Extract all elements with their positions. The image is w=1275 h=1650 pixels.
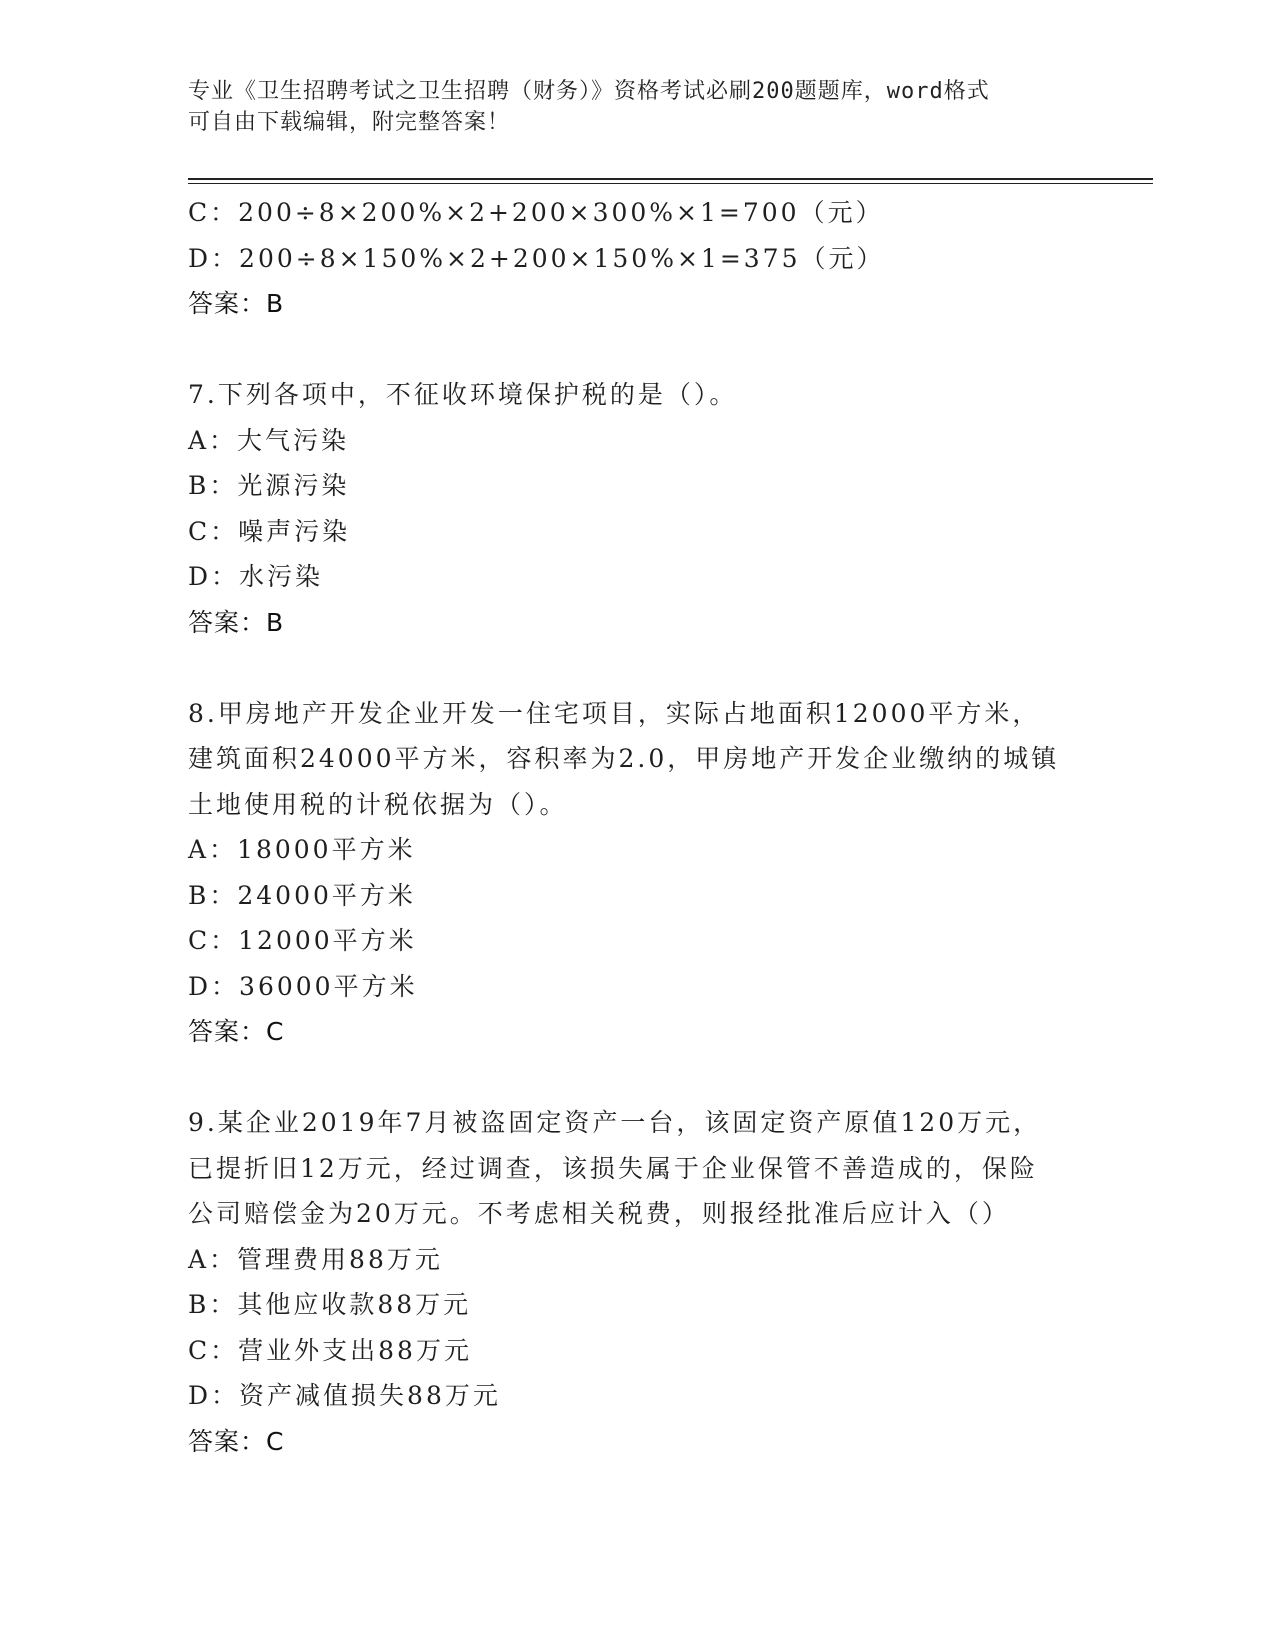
question-9 <box>188 1100 1088 1464</box>
q6-answer: 答案：B <box>188 289 285 318</box>
q6-option-c: C：200÷8×200%×2+200×300%×1=700（元） <box>188 198 884 227</box>
q8-option-b: B：24000平方米 <box>188 880 416 910</box>
q7-option-a: A：大气污染 <box>188 425 350 455</box>
q7-stem: 7.下列各项中，不征收环境保护税的是（）。 <box>188 380 738 409</box>
q8-option-c: C：12000平方米 <box>188 926 417 955</box>
q8-answer: 答案：C <box>188 1017 285 1046</box>
q8-stem-line-1: 8.甲房地产开发企业开发一住宅项目，实际占地面积12000平方米， <box>188 698 1041 728</box>
q9-stem-line-1: 9.某企业2019年7月被盗固定资产一台，该固定资产原值120万元， <box>188 1108 1042 1137</box>
q8-option-a: A：18000平方米 <box>188 835 416 864</box>
question-content <box>188 190 1088 1464</box>
question-6-tail <box>188 190 1088 327</box>
q6-option-d: D：200÷8×150%×2+200×150%×1=375（元） <box>188 243 885 273</box>
spacer <box>188 1055 1088 1101</box>
q9-stem-line-3: 公司赔偿金为20万元。不考虑相关税费，则报经批准后应计入（） <box>188 1199 1010 1228</box>
spacer <box>188 645 1088 691</box>
q9-option-d: D：资产减值损失88万元 <box>188 1381 501 1410</box>
q7-option-d: D：水污染 <box>188 562 324 591</box>
q8-option-d: D：36000平方米 <box>188 971 418 1001</box>
q9-answer: 答案：C <box>188 1426 285 1456</box>
q9-option-b: B：其他应收款88万元 <box>188 1290 472 1319</box>
q7-option-b: B：光源污染 <box>188 471 350 500</box>
question-8 <box>188 691 1088 1055</box>
q8-stem-line-2: 建筑面积24000平方米，容积率为2.0，甲房地产开发企业缴纳的城镇 <box>188 744 1060 773</box>
header-line-2: 可自由下载编辑，附完整答案！ <box>188 110 511 135</box>
q7-option-c: C：噪声污染 <box>188 516 351 546</box>
q8-stem-line-3: 土地使用税的计税依据为（）。 <box>188 789 568 819</box>
document-header <box>188 76 1088 138</box>
q9-stem-line-2: 已提折旧12万元，经过调查，该损失属于企业保管不善造成的，保险 <box>188 1153 1038 1183</box>
header-rule-thin <box>188 183 1153 184</box>
header-rule-thick <box>188 178 1153 180</box>
question-7 <box>188 372 1088 645</box>
q9-option-c: C：营业外支出88万元 <box>188 1335 472 1365</box>
q7-answer: 答案：B <box>188 607 285 637</box>
q9-option-a: A：管理费用88万元 <box>188 1244 443 1274</box>
spacer <box>188 327 1088 373</box>
header-line-1: 专业《卫生招聘考试之卫生招聘（财务）》资格考试必刷200题题库，word格式 <box>188 79 990 104</box>
